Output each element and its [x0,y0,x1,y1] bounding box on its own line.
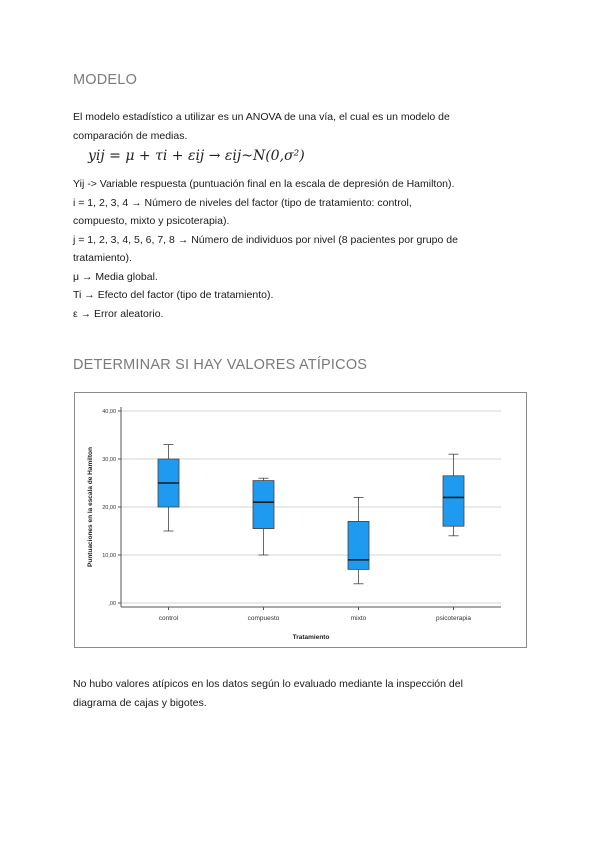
box-mixto [348,521,369,569]
y-axis-title: Puntuaciones en la escala de Hamilton [87,447,94,567]
intro-line: comparación de medias. [73,129,188,142]
x-tick-label-compuesto: compuesto [247,615,280,622]
x-tick-label-control: control [158,615,179,622]
definition-line: tratamiento). [73,252,132,264]
section-heading-outliers: DETERMINAR SI HAY VALORES ATÍPICOS [73,357,368,373]
definition-line: i = 1, 2, 3, 4 → Número de niveles del factor (tipo de tratamiento: control, [73,196,412,209]
anova-formula: yij = μ + τi + εij → εij~N(0,σ²) [88,148,305,164]
y-tick-label: 30,00 [102,457,116,463]
boxplot-chart [75,393,526,647]
y-tick-label: 20,00 [102,505,116,511]
y-tick-label: ,00 [108,601,116,607]
definition-line: μ → Media global. [73,270,158,283]
conclusion-line: diagrama de cajas y bigotes. [73,696,207,709]
definition-line: j = 1, 2, 3, 4, 5, 6, 7, 8 → Número de individuos por nivel (8 pacientes por grupo de [73,233,458,246]
section-heading-modelo: MODELO [73,72,138,88]
boxplot-chart-frame [74,392,527,648]
x-tick-label-psicoterapia: psicoterapia [435,615,472,622]
definition-line: Yij -> Variable respuesta (puntuación final en la escala de depresión de Hamilton). [73,178,455,190]
definition-line: Ti → Efecto del factor (tipo de tratamiento). [73,289,274,301]
model-definitions [73,175,533,323]
definition-line: compuesto, mixto y psicoterapia). [73,215,230,227]
conclusion-paragraph [73,675,533,712]
x-axis-title: Tratamiento [292,634,330,641]
y-tick-label: 10,00 [102,553,116,559]
definition-line: ε → Error aleatorio. [73,307,164,320]
conclusion-line: No hubo valores atípicos en los datos según lo evaluado mediante la inspección del [73,678,463,690]
box-psicoterapia [443,476,464,526]
intro-paragraph [73,108,533,145]
x-tick-label-mixto: mixto [350,615,367,622]
intro-line: El modelo estadístico a utilizar es un ANOVA de una vía, el cual es un modelo de [73,111,450,123]
y-tick-label: 40,00 [102,409,116,415]
box-compuesto [253,481,274,529]
